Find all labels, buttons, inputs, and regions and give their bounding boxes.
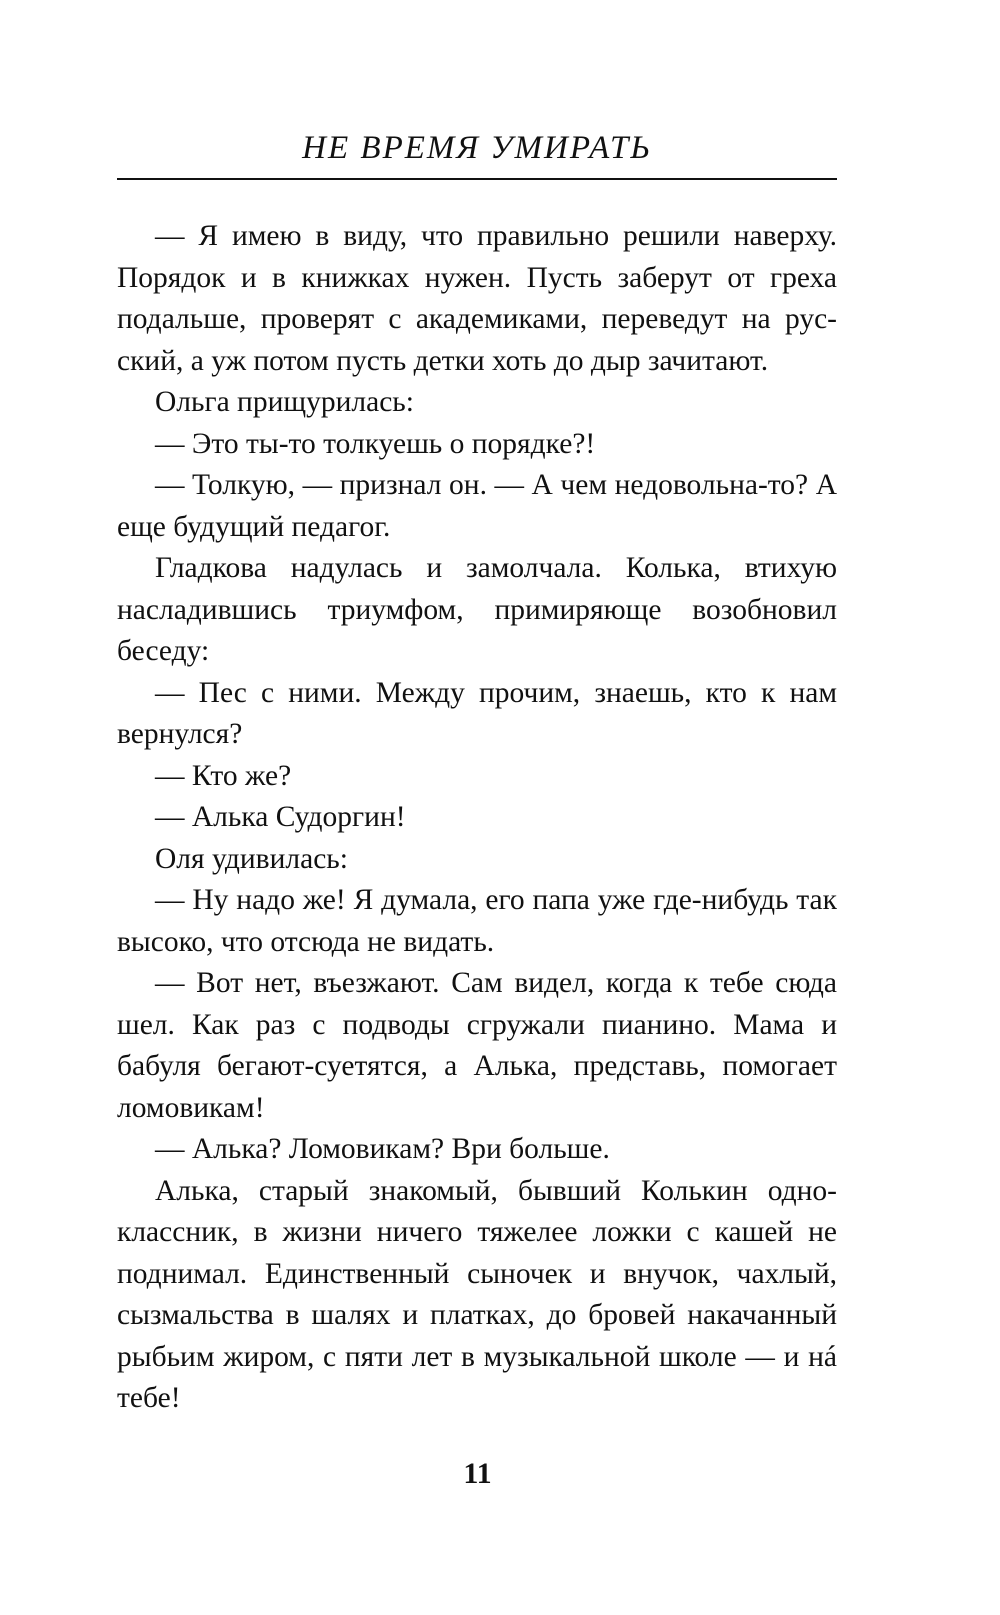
- page-number: 11: [463, 1457, 492, 1490]
- running-title: НЕ ВРЕМЯ УМИРАТЬ: [302, 130, 652, 166]
- header-rule: [117, 178, 837, 180]
- paragraph: — Пес с ними. Между прочим, знаешь, кто к нам вернулся?: [117, 676, 837, 750]
- paragraph: Алька, старый знакомый, бывший Колькин одноклассник, в жизни ничего тяжелее ложки с кашей не поднимал. Единственный сыночек и внучок, чахлый, сызмальства в шалях и платках, до бровей накачанный рыбьим жиром, с пяти лет в музыкальной школе — и нá тебе!: [117, 1174, 837, 1414]
- paragraph: — Это ты-то толкуешь о порядке?!: [155, 427, 596, 460]
- paragraph: — Толкую, — признал он. — А чем недовольна-то? А еще будущий педагог.: [117, 469, 837, 543]
- body-text: [117, 216, 837, 1420]
- paragraph: — Алька? Ломовикам? Ври больше.: [155, 1133, 610, 1165]
- paragraph: Ольга прищурилась:: [155, 386, 414, 418]
- paragraph: Гладкова надулась и замолчала. Колька, втихую насладившись триумфом, примиряюще возобновил беседу:: [117, 552, 837, 667]
- paragraph: — Ну надо же! Я думала, его папа уже где-нибудь так высоко, что отсюда не видать.: [117, 884, 837, 958]
- paragraph: Оля удивилась:: [155, 842, 348, 875]
- paragraph: — Алька Судоргин!: [155, 801, 406, 833]
- paragraph: — Вот нет, въезжают. Сам видел, когда к тебе сюда шел. Как раз с подводы сгружали пианино. Мама и бабуля бегают-суетятся, а Алька, представь, помогает ломовикам!: [117, 967, 837, 1124]
- paragraph: — Кто же?: [155, 759, 292, 792]
- paragraph: — Я имею в виду, что правильно решили наверху. Порядок и в книжках нужен. Пусть заберут от греха подальше, проверят с академиками, переведут на русский, а уж потом пусть детки хоть до дыр зачитают.: [117, 220, 837, 377]
